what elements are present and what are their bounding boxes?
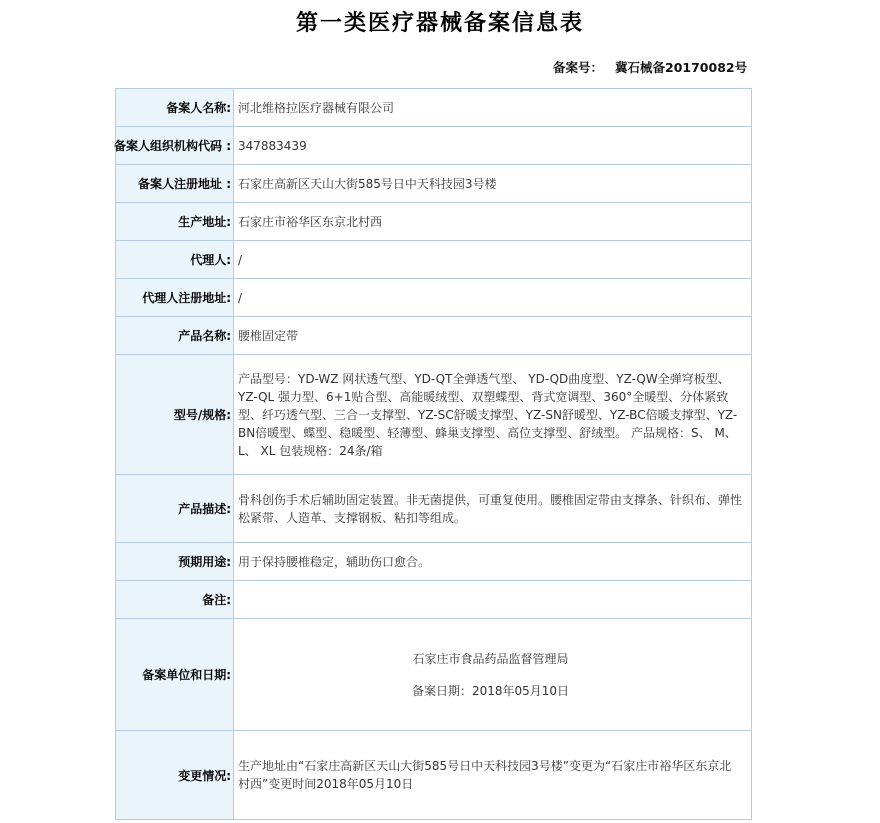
row-label: 备案单位和日期:: [116, 619, 234, 730]
row-value: [234, 475, 751, 542]
row-value: [234, 731, 751, 819]
row-product-description: [116, 475, 751, 543]
row-label: 备案人注册地址 :: [116, 165, 234, 202]
filing-number-label: 备案号：: [553, 60, 604, 75]
filing-number: [553, 58, 747, 76]
row-label: 生产地址:: [116, 203, 234, 240]
row-value: [234, 581, 751, 618]
page-title: 第一类医疗器械备案信息表: [295, 11, 584, 36]
row-intended-use: [116, 543, 751, 581]
row-model-spec: [116, 355, 751, 475]
row-label: 变更情况:: [116, 731, 234, 819]
filing-table: [115, 88, 752, 820]
org-code-text: 347883439: [238, 138, 307, 153]
agent-address-text: /: [238, 290, 243, 305]
filing-number-value: 冀石械备20170082号: [615, 60, 748, 75]
row-value: [234, 317, 751, 354]
agent-text: /: [238, 252, 243, 267]
filing-date-text: 备案日期：2018年05月10日: [411, 683, 570, 698]
row-label: 产品名称:: [116, 317, 234, 354]
row-remarks: [116, 581, 751, 619]
changes-text: 生产地址由“石家庄高新区天山大街585号日中天科技园3号楼”变更为“石家庄市裕华区东京北村西”变更时间2018年05月10日: [238, 759, 732, 791]
row-changes: [116, 731, 751, 819]
row-filing-authority-date: [116, 619, 751, 731]
row-agent-address: [116, 279, 751, 317]
product-name-text: 腰椎固定带: [238, 328, 299, 343]
row-label: 型号/规格:: [116, 355, 234, 474]
row-value: [234, 241, 751, 278]
row-org-code: [116, 127, 751, 165]
row-label: 代理人注册地址:: [116, 279, 234, 316]
row-value: [234, 355, 751, 474]
row-label: 备注:: [116, 581, 234, 618]
filing-authority-text: 石家庄市食品药品监督管理局: [412, 651, 569, 666]
row-value: [234, 619, 751, 730]
row-production-address: [116, 203, 751, 241]
production-address-text: 石家庄市裕华区东京北村西: [238, 214, 383, 229]
registered-address-text: 石家庄高新区天山大街585号日中天科技园3号楼: [238, 176, 497, 191]
row-label: 预期用途:: [116, 543, 234, 580]
row-applicant-name: [116, 89, 751, 127]
row-value: [234, 543, 751, 580]
row-value: [234, 279, 751, 316]
row-value: [234, 89, 751, 126]
row-product-name: [116, 317, 751, 355]
intended-use-text: 用于保持腰椎稳定，辅助伤口愈合。: [238, 554, 431, 569]
row-value: [234, 203, 751, 240]
row-value: [234, 165, 751, 202]
applicant-name-text: 河北维格拉医疗器械有限公司: [238, 100, 395, 115]
row-value: [234, 127, 751, 164]
row-label: 备案人名称:: [116, 89, 234, 126]
model-spec-text: 产品型号：YD-WZ 网状透气型、YD-QT全弹透气型、 YD-QD曲度型、YZ-QW全弹穹板型、YZ-QL 强力型、6+1贴合型、高能暖绒型、双塑蝶型、背式宽调型、360°全暖型、分体紧致型、纤巧透气型、三合一支撑型、YZ-SC舒暖支撑型、YZ-SN舒暖型、YZ-BC倍暖支撑型、YZ-BN倍暖型、蝶型、稳暖型、轻薄型、蜂巢支撑型、高位支撑型、舒绒型。 产品规格：S、 M、 L、 XL 包装规格：24条/箱: [238, 371, 738, 458]
row-registered-address: [116, 165, 751, 203]
row-label: 产品描述:: [116, 475, 234, 542]
product-description-text: 骨科创伤手术后辅助固定装置。非无菌提供，可重复使用。腰椎固定带由支撑条、针织布、弹性松紧带、人造革、支撑钢板、粘扣等组成。: [238, 492, 743, 525]
row-label: 备案人组织机构代码 :: [116, 127, 234, 164]
row-label: 代理人:: [116, 241, 234, 278]
row-agent: [116, 241, 751, 279]
